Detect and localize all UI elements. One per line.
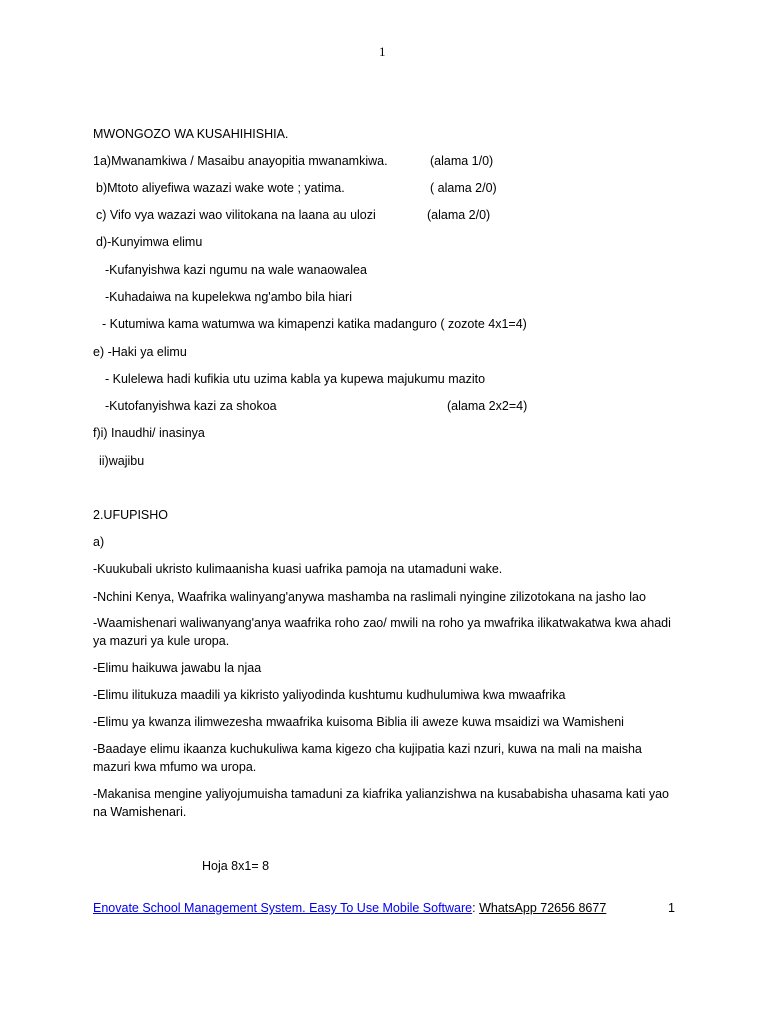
summary-point: -Makanisa mengine yaliyojumuisha tamaduni za kiafrika yalianzishwa na kusababisha uhasama kati yao na Wamishenari. xyxy=(93,787,670,819)
item-c: c) Vifo vya wazazi wao vilitokana na laana au ulozi xyxy=(96,208,376,222)
item-d-point: -Kuhadaiwa na kupelekwa ng'ambo bila hiari xyxy=(105,290,352,304)
item-e-point: - Kulelewa hadi kufikia utu uzima kabla ya kupewa majukumu mazito xyxy=(105,372,486,386)
page-number-top: 1 xyxy=(379,44,386,59)
item-f-i: f)i) Inaudhi/ inasinya xyxy=(93,426,205,440)
item-1a: 1a)Mwanamkiwa / Masaibu anayopitia mwanamkiwa. xyxy=(93,154,388,168)
item-d-point: - Kutumiwa kama watumwa wa kimapenzi katika madanguro ( zozote 4x1=4) xyxy=(102,317,527,331)
item-b: b)Mtoto aliyefiwa wazazi wake wote ; yatima. xyxy=(96,181,345,195)
item-b-marks: ( alama 2/0) xyxy=(430,181,497,195)
item-f-ii: ii)wajibu xyxy=(99,454,145,468)
item-c-marks: (alama 2/0) xyxy=(427,208,491,222)
section1-title: MWONGOZO WA KUSAHIHISHIA. xyxy=(93,127,289,141)
section2-title: 2.UFUPISHO xyxy=(93,508,169,522)
footer-separator: : xyxy=(472,901,476,915)
summary-point: -Nchini Kenya, Waafrika walinyang'anywa mashamba na raslimali nyingine zilizotokana na jasho lao xyxy=(93,590,646,604)
footer-whatsapp[interactable]: WhatsApp 72656 8677 xyxy=(479,901,607,915)
summary-point: -Baadaye elimu ikaanza kuchukuliwa kama kigezo cha kujipatia kazi nzuri, kuwa na mali na maisha mazuri kwa mfumo wa uropa. xyxy=(93,742,642,774)
item-e-title: e) -Haki ya elimu xyxy=(93,345,187,359)
item-d-title: d)-Kunyimwa elimu xyxy=(96,235,203,249)
footer-page-number: 1 xyxy=(668,901,675,915)
item-e-point: -Kutofanyishwa kazi za shokoa xyxy=(105,399,277,413)
footer xyxy=(93,900,606,916)
summary-point: -Kuukubali ukristo kulimaanisha kuasi uafrika pamoja na utamaduni wake. xyxy=(93,562,503,576)
summary-point: -Elimu haikuwa jawabu la njaa xyxy=(93,661,262,675)
item-1a-marks: (alama 1/0) xyxy=(430,154,494,168)
summary-point: -Waamishenari waliwanyang'anya waafrika roho zao/ mwili na roho ya mwafrika ilikatwakatwa kwa ahadi ya mazuri ya kule uropa. xyxy=(93,616,671,648)
item-e-marks: (alama 2x2=4) xyxy=(447,399,528,413)
summary-point: -Elimu ilitukuza maadili ya kikristo yaliyodinda kushtumu kudhulumiwa kwa mwaafrika xyxy=(93,688,566,702)
summary-point: -Elimu ya kwanza ilimwezesha mwaafrika kuisoma Biblia ili aweze kuwa msaidizi wa Wamisheni xyxy=(93,715,624,729)
footer-link[interactable]: Enovate School Management System. Easy To Use Mobile Software xyxy=(93,901,473,915)
section2-a-label: a) xyxy=(93,535,105,549)
item-d-point: -Kufanyishwa kazi ngumu na wale wanaowalea xyxy=(105,263,367,277)
hoja-marks: Hoja 8x1= 8 xyxy=(202,859,270,873)
